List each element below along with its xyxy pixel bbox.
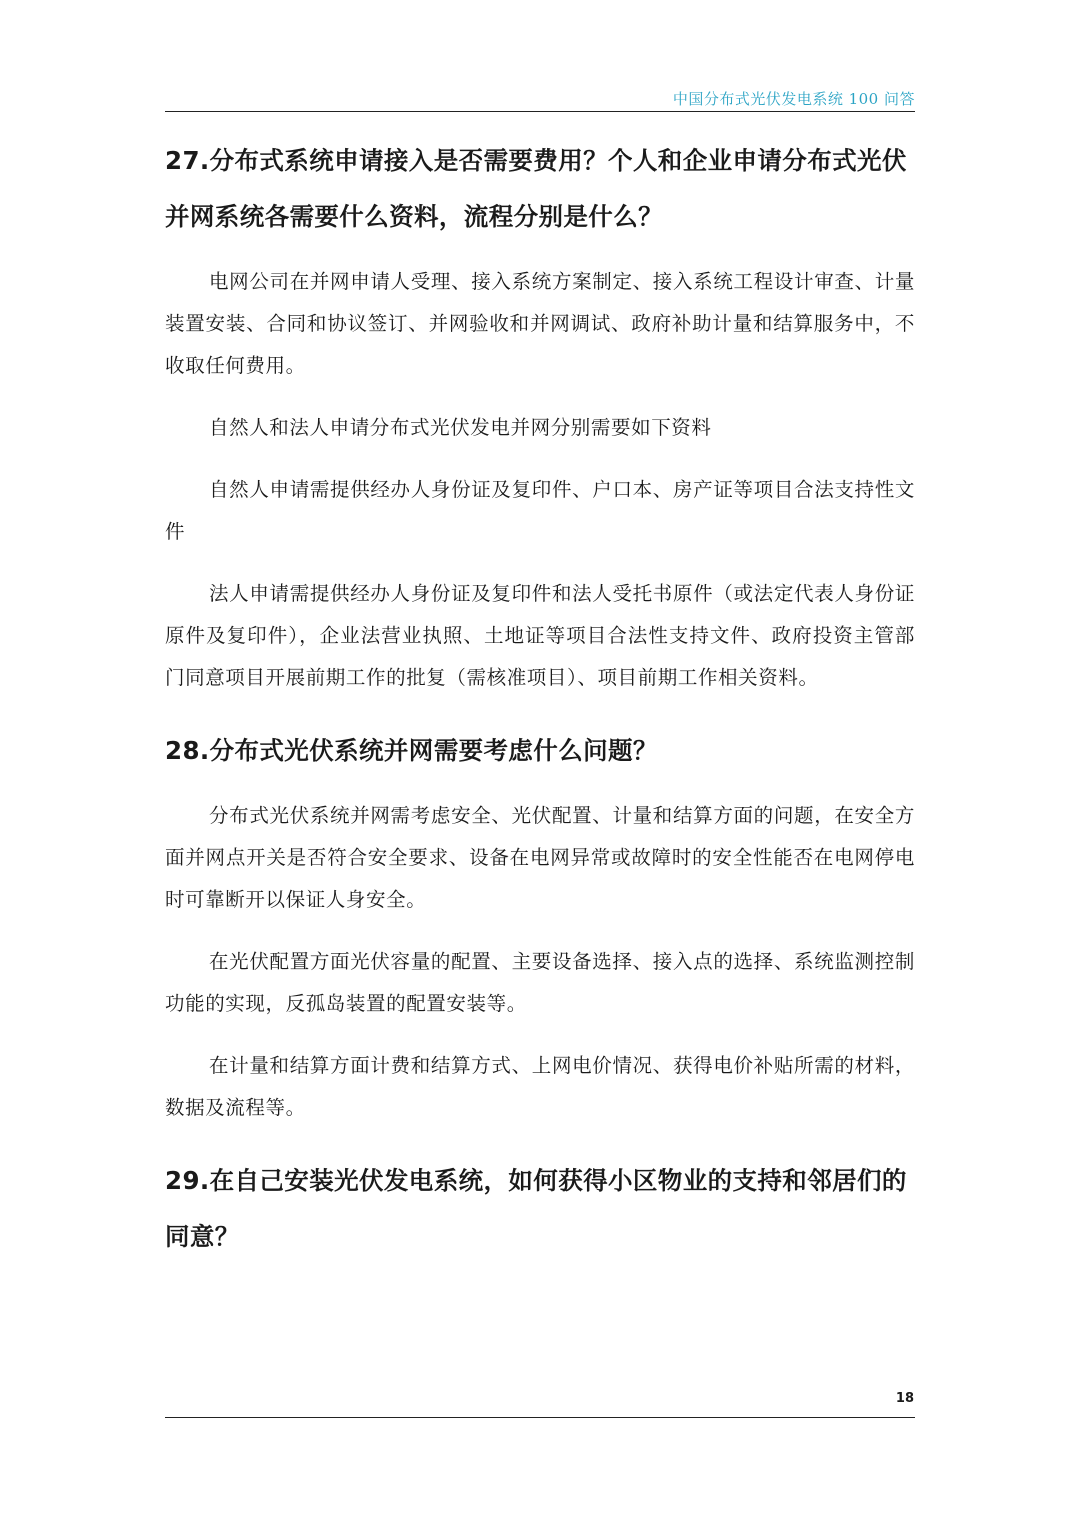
q27-paragraph-2: 自然人和法人申请分布式光伏发电并网分别需要如下资料 (209, 416, 712, 439)
q27-paragraph-4: 法人申请需提供经办人身份证及复印件和法人受托书原件（或法定代表人身份证原件及复印件），企业法营业执照、土地证等项目合法性支持文件、政府投资主管部门同意项目开展前期工作的批复（需核准项目）、项目前期工作相关资料。 (165, 582, 915, 689)
q28-paragraph-1: 分布式光伏系统并网需考虑安全、光伏配置、计量和结算方面的问题，在安全方面并网点开关是否符合安全要求、设备在电网异常或故障时的安全性能否在电网停电时可靠断开以保证人身安全。 (165, 804, 915, 911)
question-29-title: 29.在自己安装光伏发电系统，如何获得小区物业的支持和邻居们的同意？ (165, 1166, 907, 1251)
question-27-title: 27.分布式系统申请接入是否需要费用？个人和企业申请分布式光伏并网系统各需要什么资料，流程分别是什么？ (165, 146, 907, 231)
running-header: 中国分布式光伏发电系统 100 问答 (672, 90, 915, 108)
q28-paragraph-3: 在计量和结算方面计费和结算方式、上网电价情况、获得电价补贴所需的材料，数据及流程等。 (165, 1054, 915, 1119)
header-rule (165, 111, 915, 112)
question-28-title: 28.分布式光伏系统并网需要考虑什么问题？ (165, 736, 658, 765)
q28-paragraph-2: 在光伏配置方面光伏容量的配置、主要设备选择、接入点的选择、系统监测控制功能的实现，反孤岛装置的配置安装等。 (165, 950, 915, 1015)
footer-rule (165, 1417, 915, 1418)
page-number: 18 (895, 1391, 914, 1406)
q27-paragraph-3: 自然人申请需提供经办人身份证及复印件、户口本、房产证等项目合法支持性文件 (165, 478, 915, 543)
page-content (165, 135, 915, 1265)
q27-paragraph-1: 电网公司在并网申请人受理、接入系统方案制定、接入系统工程设计审查、计量装置安装、合同和协议签订、并网验收和并网调试、政府补助计量和结算服务中，不收取任何费用。 (165, 270, 915, 377)
